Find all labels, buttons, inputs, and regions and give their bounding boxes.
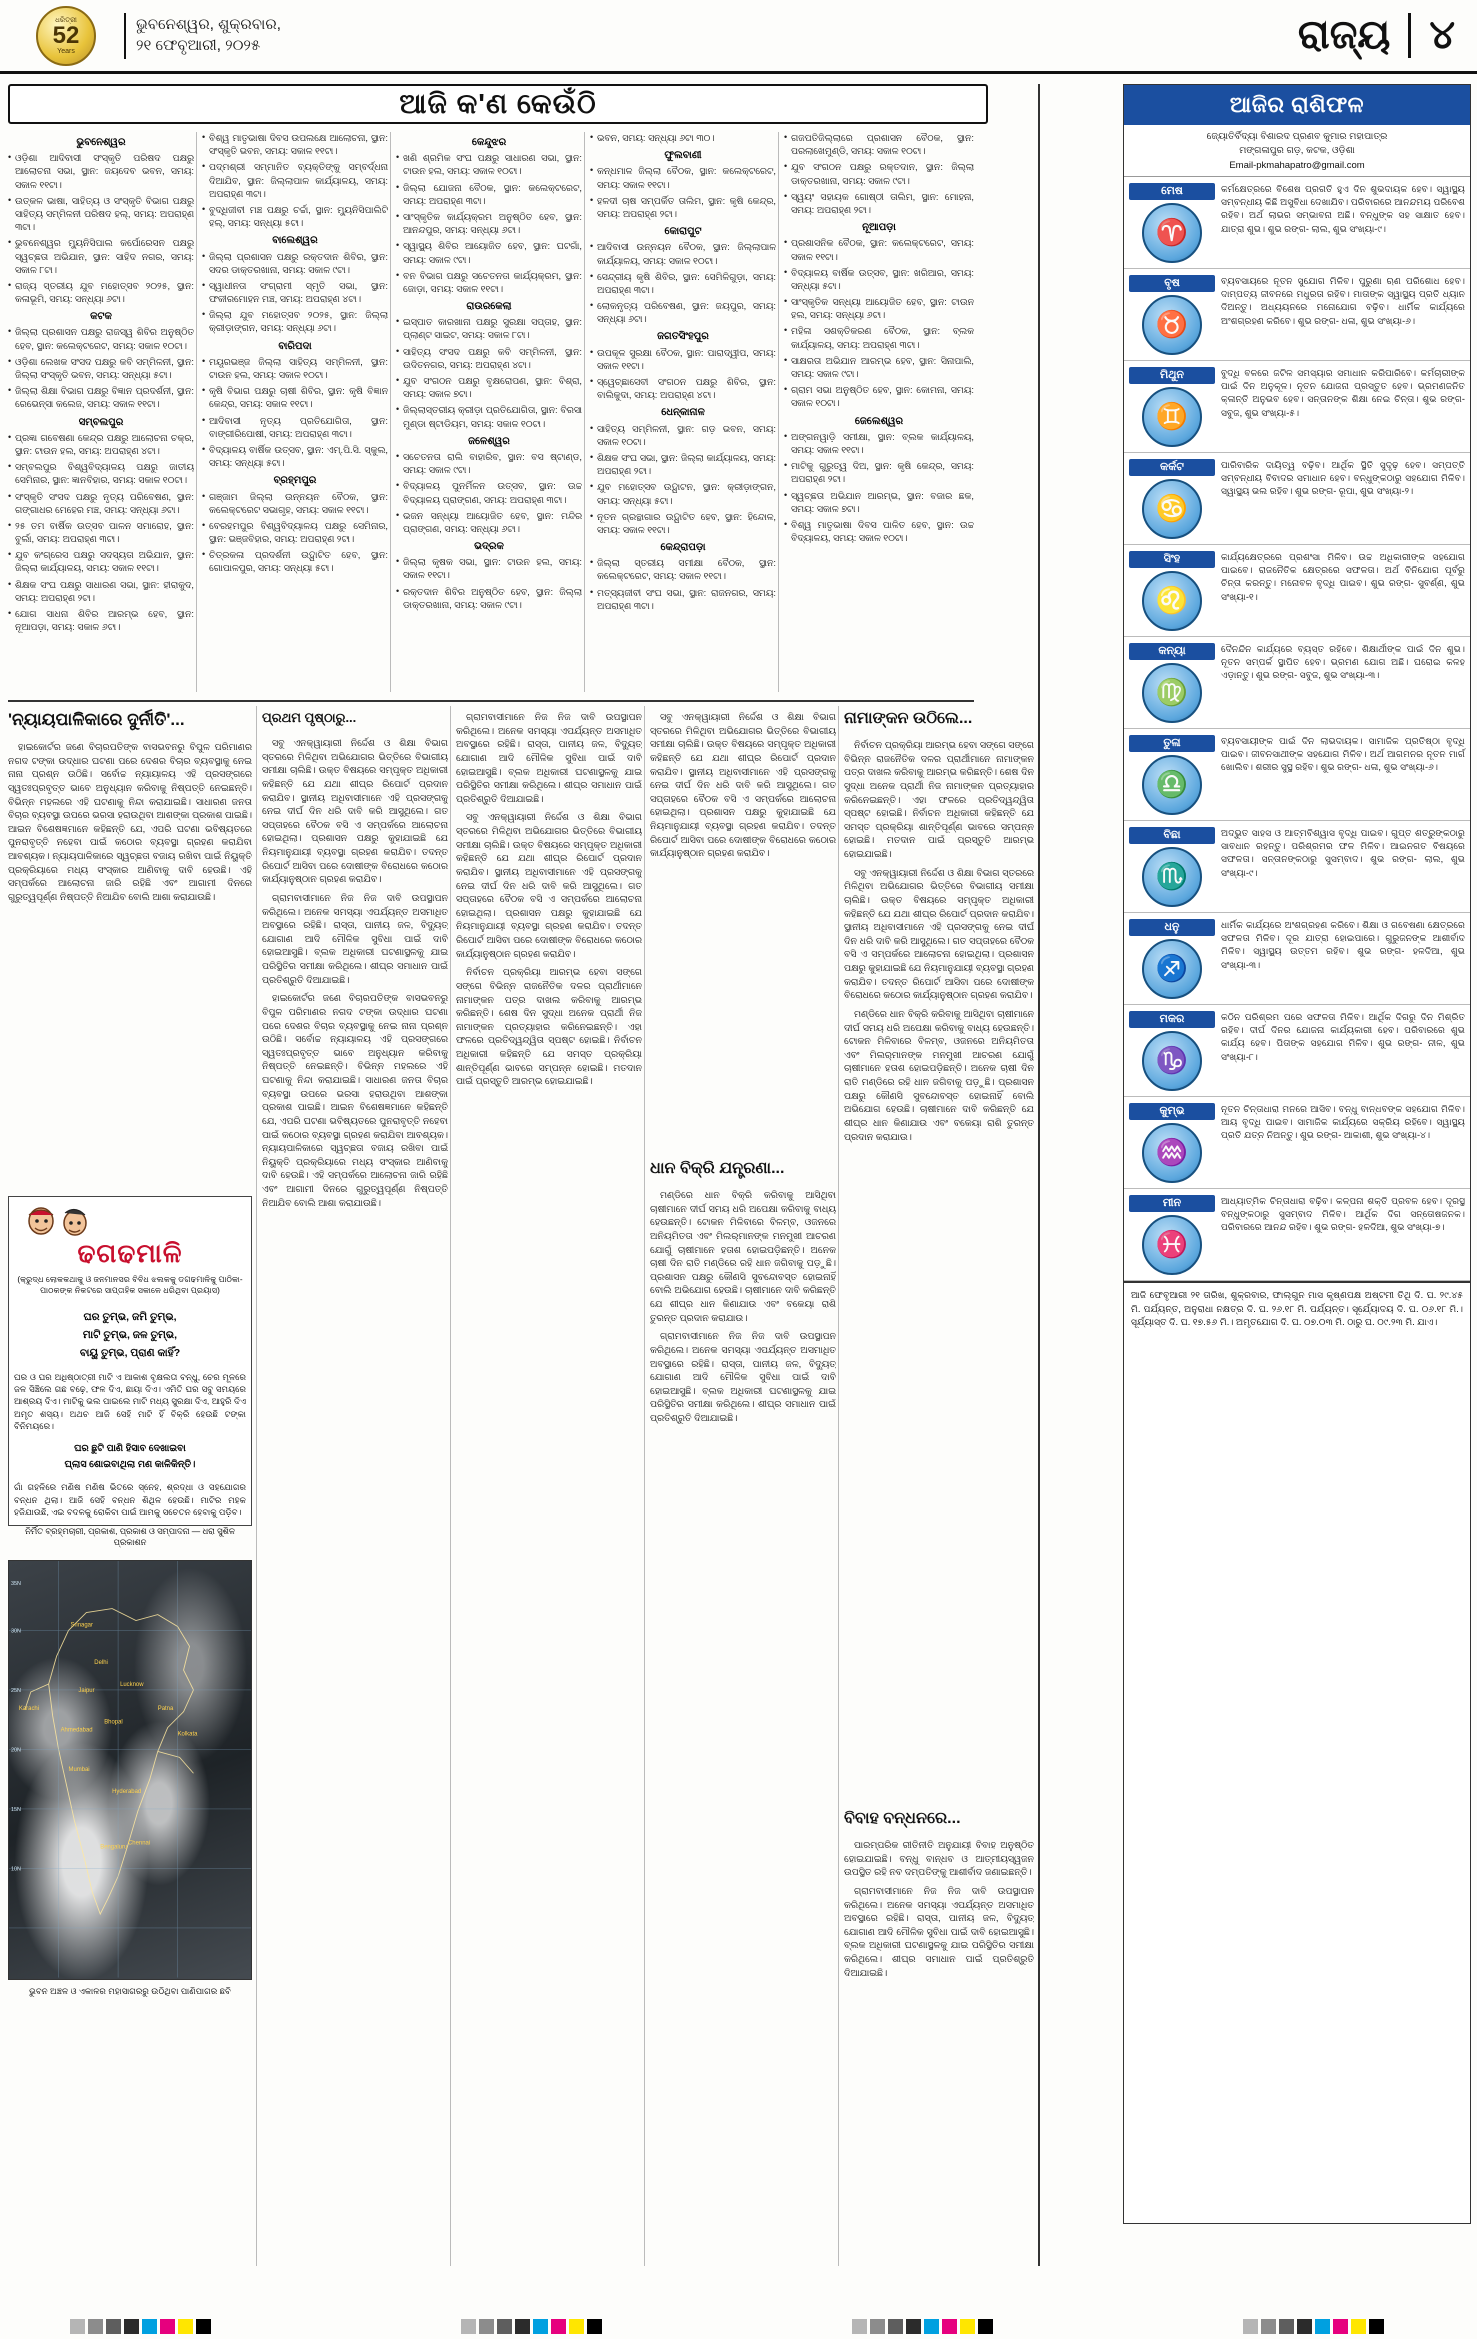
horoscope-sign-header [1129, 1103, 1215, 1183]
events-column-4 [590, 132, 776, 692]
horoscope-sign-name: ବୃଷ [1129, 275, 1215, 292]
satellite-image-caption: ଭୁବନ ଅଞ୍ଚଳ ଓ ଏକାଳର ମହାସାଗରରୁ ଉଠିଥିବା ପାଣିପାଗର ଛବି [29, 1986, 231, 1996]
events-category-heading: ଭୁବନେଶ୍ୱର [76, 137, 126, 148]
horoscope-sign-text: ଅଦ୍ଭୁତ ସାହସ ଓ ଆତ୍ମବିଶ୍ୱାସ ବୃଦ୍ଧି ପାଇବ। ଗୁପ୍ତ ଶତ୍ରୁଙ୍କଠାରୁ ସାବଧାନ ରହନ୍ତୁ। ପରିଶ୍ରମର ଫଳ ମିଳିବ। ଆଇନଗତ ବିଷୟରେ ସଫଳତା। ସନ୍ତାନଙ୍କଠାରୁ ସୁସମ୍ବାଦ। ଶୁଭ ରଙ୍ଗ- ଲାଲ, ଶୁଭ ସଂଖ୍ୟା-୯। [1221, 827, 1465, 878]
event-listing-item: • ବିଦ୍ୟାଳୟ ବାର୍ଷିକ ଉତ୍ସବ, ସ୍ଥାନ: ଏମ୍.ପି.ସି. ସ୍କୁଲ, ସମୟ: ସନ୍ଧ୍ୟା ୫ଟା। [202, 444, 388, 470]
svg-text:35N: 35N [10, 1580, 21, 1587]
registration-swatch [479, 2319, 494, 2334]
event-listing-item: • ମୟୂରଭଞ୍ଜ ଜିଲ୍ଲା ସାହିତ୍ୟ ସମ୍ମିଳନୀ, ସ୍ଥାନ: ଟାଉନ ହଲ, ସମୟ: ସକାଳ ୧୦ଟା। [202, 356, 388, 382]
svg-text:Ahmedabad: Ahmedabad [60, 1727, 93, 1734]
horoscope-sign-text: ଧାର୍ମିକ କାର୍ଯ୍ୟରେ ଅଂଶଗ୍ରହଣ କରିବେ। ଶିକ୍ଷା ଓ ଗବେଷଣା କ୍ଷେତ୍ରରେ ସଫଳତା ମିଳିବ। ଦୂର ଯାତ୍ରା ହୋଇପାରେ। ଗୁରୁଜନଙ୍କ ଆଶୀର୍ବାଦ ମିଳିବ। ସ୍ୱାସ୍ଥ୍ୟ ଉତ୍ତମ ରହିବ। ଶୁଭ ରଙ୍ଗ- ହଳଦିଆ, ଶୁଭ ସଂଖ୍ୟା-୩। [1221, 919, 1465, 970]
svg-text:15N: 15N [10, 1806, 21, 1813]
horoscope-sign-name: କର୍କଟ [1129, 459, 1215, 476]
horoscope-sign-row [1124, 361, 1470, 453]
column-divider [256, 706, 257, 2266]
event-listing-item: • କନ୍ଧମାଳ ଜିଲ୍ଲା ବୈଠକ, ସ୍ଥାନ: କଲେକ୍ଟରେଟ, ସମୟ: ସକାଳ ୧୧ଟା। [590, 165, 776, 191]
registration-swatch [978, 2319, 993, 2334]
story-continuation-2 [456, 710, 642, 1940]
event-listing-item: • ସାକ୍ଷରତା ଅଭିଯାନ ଆରମ୍ଭ ହେବ, ସ୍ଥାନ: ସିନାପାଲି, ସମୟ: ସକାଳ ୯ଟା। [784, 355, 974, 381]
horoscope-sign-header [1129, 551, 1215, 631]
event-listing-item: • ସ୍ୱାସ୍ଥ୍ୟ ଶିବିର ଆୟୋଜିତ ହେବ, ସ୍ଥାନ: ଘଟଗାଁ, ସମୟ: ସକାଳ ୯ଟା। [396, 240, 582, 266]
events-category-heading: କେନ୍ଦ୍ରାପଡ଼ା [660, 542, 706, 554]
event-listing-item: • ନୂତନ ଗ୍ରନ୍ଥାଗାର ଉଦ୍ଘାଟିତ ହେବ, ସ୍ଥାନ: ହିନ୍ଦୋଳ, ସମୟ: ସକାଳ ୧୧ଟା। [590, 511, 776, 537]
registration-swatch [515, 2319, 530, 2334]
horoscope-sign-name: ତୁଳା [1129, 735, 1215, 752]
cartoon-body-2: ଗାଁ ଗହଳିରେ ମଣିଷ ମଣିଷ ଭିତରେ ସ୍ନେହ, ଶ୍ରଦ୍ଧା ଓ ସହଯୋଗର ବନ୍ଧନ ଥିଲା। ଆଜି ସେହି ବନ୍ଧନ ଶିଥିଳ ହେଉଛି। ମାଟିର ମହକ ହଜିଯାଉଛି, ଏଇ ବଦଳକୁ ରୋକିବା ପାଇଁ ଆମକୁ ସଚେତନ ହେବାକୁ ପଡ଼ିବ। [14, 1482, 246, 1517]
cartoon-verse-2-line-2: ଘ୍ଲାସ ଶୋଇବାଥିଲା ମଣ କାଳିକିନ୍ତି। [64, 1458, 196, 1470]
logo-top-text: ଧରିତ୍ରୀ [55, 16, 77, 24]
logo-years-number: 52 [52, 21, 80, 49]
svg-text:30N: 30N [10, 1628, 21, 1635]
event-listing-item: • ମାଟିକୁ ଗୁରୁତ୍ୱ ଦିଅ, ସ୍ଥାନ: କୃଷି କେନ୍ଦ୍ର, ସମୟ: ଅପରାହ୍ଣ ୨ଟା। [784, 460, 974, 486]
horoscope-sign-text: ବ୍ୟବସାୟରେ ନୂତନ ସୁଯୋଗ ମିଳିବ। ପୁରୁଣା ଋଣ ପରିଶୋଧ ହେବ। ଦାମ୍ପତ୍ୟ ଜୀବନରେ ମଧୁରତା ରହିବ। ମାତାଙ୍କ ସ୍ୱାସ୍ଥ୍ୟ ପ୍ରତି ଧ୍ୟାନ ଦିଅନ୍ତୁ। ଅଧ୍ୟୟନରେ ମନୋଯୋଗ ବଢ଼ିବ। ଧାର୍ମିକ କାର୍ଯ୍ୟରେ ଅଂଶଗ୍ରହଣ କରିବେ। ଶୁଭ ରଙ୍ଗ- ଧଳା, ଶୁଭ ସଂଖ୍ୟା-୬। [1221, 275, 1465, 326]
horoscope-panchang-footer: ଆଜି ଫେବୃଆରୀ ୨୧ ତାରିଖ, ଶୁକ୍ରବାର, ଫାଲ୍‌ଗୁନ ମାସ କୃଷ୍ଣପକ୍ଷ ଅଷ୍ଟମୀ ତିଥି ଦି. ଘ. ୨୯.୪୫ ମି. ପର୍ଯ୍ୟନ୍ତ, ଅନୁରାଧା ନକ୍ଷତ୍ର ଦି. ଘ. ୨୬.୧୮ ମି. ପର୍ଯ୍ୟନ୍ତ। ସୂର୍ଯ୍ୟୋଦୟ ଦି. ଘ. ୦୬.୧୮ ମି.। ସୂର୍ଯ୍ୟାସ୍ତ ଦି. ଘ. ୧୭.୫୬ ମି.। ଅମୃତଯୋଗ ଦି. ଘ. ୦୭.୦୩ ମି. ଠାରୁ ଘ. ୦୯.୨୩ ମି. ଯାଏ। [1124, 1281, 1470, 1336]
horoscope-sign-row [1124, 1189, 1470, 1281]
column-divider [450, 706, 451, 2266]
horoscope-sign-name: ମକର [1129, 1011, 1215, 1028]
registration-swatch [178, 2319, 193, 2334]
masthead [0, 0, 1477, 74]
event-listing-item: • ବିଶ୍ୱ ମାତୃଭାଷା ଦିବସ ଉପଲକ୍ଷେ ଆଲୋଚନା, ସ୍ଥାନ: ସଂସ୍କୃତି ଭବନ, ସମୟ: ସକାଳ ୧୧ଟା। [202, 132, 388, 158]
story-continuation-2-body: ଗ୍ରାମବାସୀମାନେ ନିଜ ନିଜ ଦାବି ଉପସ୍ଥାପନ କରିଥିଲେ। ଅନେକ ସମସ୍ୟା ଏପର୍ଯ୍ୟନ୍ତ ଅସମାଧିତ ଅବସ୍ଥାରେ ରହିଛି। ରାସ୍ତା, ପାନୀୟ ଜଳ, ବିଦ୍ୟୁତ୍ ଯୋଗାଣ ଆଦି ମୌଳିକ ସୁବିଧା ପାଇଁ ଦାବି ହୋଇଆସୁଛି। ବ୍ଲକ ଅଧିକାରୀ ଘଟଣାସ୍ଥଳକୁ ଯାଇ ପରିସ୍ଥିତିର ସମୀକ୍ଷା କରିଥିଲେ। ଶୀଘ୍ର ସମାଧାନ ପାଇଁ ପ୍ରତିଶ୍ରୁତି ଦିଆଯାଇଛି। [456, 711, 642, 804]
story-continuation-2-body-2: ସବୁ ଏନକ୍ୱାୟାରୀ ନିର୍ଦ୍ଦେଶ ଓ ଶିକ୍ଷା ବିଭାଗ ସ୍ତରରେ ମିଳିଥିବା ଅଭିଯୋଗର ଭିତ୍ତିରେ ବିଭାଗୀୟ ସମୀକ୍ଷା ଚାଲିଛି। ଉକ୍ତ ବିଷୟରେ ସମ୍ପୃକ୍ତ ଅଧିକାରୀ କହିଛନ୍ତି ଯେ ଯଥା ଶୀଘ୍ର ରିପୋର୍ଟ ପ୍ରଦାନ କରାଯିବ। ସ୍ଥାନୀୟ ଅଧିବାସୀମାନେ ଏହି ପ୍ରସଙ୍ଗକୁ ନେଇ ଦୀର୍ଘ ଦିନ ଧରି ଦାବି କରି ଆସୁଥିଲେ। ଗତ ସପ୍ତାହରେ ବୈଠକ ବସି ଏ ସମ୍ପର୍କରେ ଆଲୋଚନା ହୋଇଥିଲା। ପ୍ରଶାସନ ପକ୍ଷରୁ କୁହାଯାଇଛି ଯେ ନିୟମାନୁଯାୟୀ ବ୍ୟବସ୍ଥା ଗ୍ରହଣ କରାଯିବ। ତଦନ୍ତ ରିପୋର୍ଟ ଆସିବା ପରେ ଦୋଷୀଙ୍କ ବିରୋଧରେ କଠୋର କାର୍ଯ୍ୟାନୁଷ୍ଠାନ ଗ୍ରହଣ କରାଯିବ। [456, 811, 642, 959]
event-listing-item: • ଜିଲ୍ଲା ଶିକ୍ଷା ବିଭାଗ ପକ୍ଷରୁ ବିଜ୍ଞାନ ପ୍ରଦର୍ଶନୀ, ସ୍ଥାନ: ରେଭେନ୍ସା କଲେଜ, ସମୟ: ସକାଳ ୧୧ଟା। [8, 385, 194, 411]
cartoon-verse-2 [14, 1441, 246, 1473]
event-listing-item: • ଲୋକନୃତ୍ୟ ପରିବେଷଣ, ସ୍ଥାନ: ଜୟପୁର, ସମୟ: ସନ୍ଧ୍ୟା ୬ଟା। [590, 300, 776, 326]
registration-swatch [942, 2319, 957, 2334]
registration-swatch [196, 2319, 211, 2334]
cartoon-verse-line-2: ମାଟି ତୁମ୍ଭ, ଜଳ ତୁମ୍ଭ, [82, 1328, 178, 1341]
horoscope-sign-name: କନ୍ୟା [1129, 643, 1215, 660]
event-listing-item: • ସାଂସ୍କୃତିକ ସନ୍ଧ୍ୟା ଆୟୋଜିତ ହେବ, ସ୍ଥାନ: ଟାଉନ ହଲ, ସମୟ: ସନ୍ଧ୍ୟା ୬ଟା। [784, 296, 974, 322]
story-marriage [844, 1838, 1034, 2268]
story-continuation-1-body-3: ହାଇକୋର୍ଟର ଜଣେ ବିଚାରପତିଙ୍କ ବାସଭବନରୁ ବିପୁଳ ପରିମାଣର ନଗଦ ଟଙ୍କା ଉଦ୍ଧାର ଘଟଣା ପରେ ଦେଶର ବିଚାର ବ୍ୟବସ୍ଥାକୁ ନେଇ ନାନା ପ୍ରଶ୍ନ ଉଠିଛି। ସର୍ବୋଚ୍ଚ ନ୍ୟାୟାଳୟ ଏହି ପ୍ରସଙ୍ଗରେ ସ୍ୱତଃପ୍ରବୃତ୍ତ ଭାବେ ଅନୁଧ୍ୟାନ କରିବାକୁ ନିଷ୍ପତ୍ତି ନେଇଛନ୍ତି। ବିଭିନ୍ନ ମହଲରେ ଏହି ଘଟଣାକୁ ନିନ୍ଦା କରାଯାଇଛି। ସାଧାରଣ ଜନତା ବିଚାର ବ୍ୟବସ୍ଥା ଉପରେ ଭରସା ହରାଉଥିବା ଆଶଙ୍କା ପ୍ରକାଶ ପାଇଛି। ଆଇନ ବିଶେଷଜ୍ଞମାନେ କହିଛନ୍ତି ଯେ, ଏପରି ଘଟଣା ଭବିଷ୍ୟତରେ ପୁନରାବୃତ୍ତି ନହେବା ପାଇଁ କଠୋର ବ୍ୟବସ୍ଥା ଗ୍ରହଣ କରାଯିବା ଆବଶ୍ୟକ। ନ୍ୟାୟପାଳିକାରେ ସ୍ୱଚ୍ଛତା ବଜାୟ ରଖିବା ପାଇଁ ନିୟୁକ୍ତି ପ୍ରକ୍ରିୟାରେ ମଧ୍ୟ ସଂସ୍କାର ଆଣିବାକୁ ଦାବି ହେଉଛି। ଏହି ସମ୍ପର୍କରେ ଆଲୋଚନା ଜାରି ରହିଛି ଏବଂ ଆଗାମୀ ଦିନରେ ଗୁରୁତ୍ୱପୂର୍ଣ୍ଣ ନିଷ୍ପତ୍ତି ନିଆଯିବ ବୋଲି ଆଶା କରାଯାଉଛି। [262, 992, 448, 1208]
event-listing-item: • ଶିକ୍ଷକ ସଂଘ ପକ୍ଷରୁ ସାଧାରଣ ସଭା, ସ୍ଥାନ: ହୀରାକୁଦ, ସମୟ: ଅପରାହ୍ଣ ୨ଟା। [8, 579, 194, 605]
event-listing-item: • ଅଙ୍ଗନୱାଡ଼ି ସମୀକ୍ଷା, ସ୍ଥାନ: ବ୍ଲକ କାର୍ଯ୍ୟାଳୟ, ସମୟ: ସକାଳ ୧୧ଟା। [784, 431, 974, 457]
india-map-overlay [9, 1561, 251, 1978]
events-column-1 [8, 132, 194, 692]
story-marriage-body: ପାରମ୍ପରିକ ରୀତିନୀତି ଅନୁଯାୟୀ ବିବାହ ଅନୁଷ୍ଠିତ ହୋଇଯାଇଛି। ବନ୍ଧୁ ବାନ୍ଧବ ଓ ଆତ୍ମୀୟସ୍ୱଜନ ଉପସ୍ଥିତ ରହି ନବ ଦମ୍ପତିଙ୍କୁ ଆଶୀର୍ବାଦ ଜଣାଇଛନ୍ତି। [844, 1839, 1034, 1878]
svg-text:Kolkata: Kolkata [177, 1731, 198, 1738]
event-listing-item: • ସମ୍ବଲପୁର ବିଶ୍ୱବିଦ୍ୟାଳୟ ପକ୍ଷରୁ ଜାତୀୟ ସେମିନାର, ସ୍ଥାନ: ଜ୍ଞାନବିହାର, ସମୟ: ସକାଳ ୧୦ଟା। [8, 461, 194, 487]
event-listing-item: • ଯୁବ ସଂଗଠନ ପକ୍ଷରୁ ବୃକ୍ଷରୋପଣ, ସ୍ଥାନ: ବିଶ୍ରା, ସମୟ: ସକାଳ ୭ଟା। [396, 375, 582, 401]
events-category-heading: କଟକ [90, 311, 112, 323]
cartoon-body: ଘର ଓ ଘର ଅଧିଷ୍ଠାତ୍ରୀ ମାଟି ଏ ଆକାଶ ବୃକ୍ଷଲତା ବନ୍ଧୁ, ଚେର ମୂଳରେ ଜଳ ସିଞ୍ଚିଲେ ଗଛ ବଢ଼େ, ଫଳ ଦିଏ, ଛାୟା ଦିଏ। ଏମିତି ଘର ସବୁ ସମୟରେ ଆଶ୍ରୟ ଦିଏ। ମାଟିକୁ ଭଲ ପାଇଲେ ମାଟି ମଧ୍ୟ ସୁରକ୍ଷା ଦିଏ, ଆହୁରି ଦିଏ ଅମୃତ ଶସ୍ୟ। ଅଥଚ ଆଜି ସେହି ମାଟି ହିଁ ବିକ୍ରି ହେଉଛି ଟଙ୍କା ବିନିମୟରେ। [14, 1371, 246, 1432]
story-continuation-2-body-3: ନିର୍ବାଚନ ପ୍ରକ୍ରିୟା ଆରମ୍ଭ ହେବା ସଙ୍ଗେ ସଙ୍ଗେ ବିଭିନ୍ନ ରାଜନୈତିକ ଦଳର ପ୍ରାର୍ଥୀମାନେ ନାମାଙ୍କନ ପତ୍ର ଦାଖଲ କରିବାକୁ ଆରମ୍ଭ କରିଛନ୍ତି। ଶେଷ ଦିନ ସୁଦ୍ଧା ଅନେକ ପ୍ରାର୍ଥୀ ନିଜ ନାମାଙ୍କନ ପ୍ରତ୍ୟାହାର କରିନେଇଛନ୍ତି। ଏହା ଫଳରେ ପ୍ରତିଦ୍ୱନ୍ଦ୍ୱିତା ସ୍ପଷ୍ଟ ହୋଇଛି। ନିର୍ବାଚନ ଅଧିକାରୀ କହିଛନ୍ତି ଯେ ସମସ୍ତ ପ୍ରକ୍ରିୟା ଶାନ୍ତିପୂର୍ଣ୍ଣ ଭାବରେ ସମ୍ପନ୍ନ ହୋଇଛି। ମତଦାନ ପାଇଁ ପ୍ରସ୍ତୁତି ଆରମ୍ଭ ହୋଇଯାଇଛି। [456, 966, 642, 1087]
registration-swatch [924, 2319, 939, 2334]
event-listing-item: • ମହିଳା ସଶକ୍ତିକରଣ ବୈଠକ, ସ୍ଥାନ: ବ୍ଲକ କାର୍ଯ୍ୟାଳୟ, ସମୟ: ଅପରାହ୍ଣ ୩ଟା। [784, 325, 974, 351]
horoscope-sign-row [1124, 821, 1470, 913]
zodiac-11-icon: ♒ [1142, 1123, 1202, 1183]
horoscope-sign-row [1124, 269, 1470, 361]
registration-swatch [1261, 2319, 1276, 2334]
event-listing-item: • ଯୁବ କଂଗ୍ରେସ ପକ୍ଷରୁ ସଦସ୍ୟତା ଅଭିଯାନ, ସ୍ଥାନ: ଜିଲ୍ଲା କାର୍ଯ୍ୟାଳୟ, ସମୟ: ସକାଳ ୧୧ଟା। [8, 549, 194, 575]
cartoon-signature: ନିର୍ମିତ ବ୍ରହ୍ମଚାରୀ, ପ୍ରକାଶ, ପ୍ରକାଶ ଓ ସମ୍ପାଦନା — ଧରା ସୁଶିଳ ପ୍ରକାଶନ [25, 1526, 235, 1548]
print-registration-bars [0, 2313, 1477, 2339]
headline-judiciary: 'ନ୍ୟାୟପାଳିକାରେ ଦୁର୍ନୀତି'... [8, 710, 185, 729]
horoscope-author: ଜ୍ୟୋତିର୍ବିଦ୍ୟା ବିଶାରଦ ପ୍ରଣବ କୁମାର ମହାପାତ୍ର [1206, 131, 1388, 142]
event-listing-item: • ଆଦିବାସୀ ନୃତ୍ୟ ପ୍ରତିଯୋଗିତା, ସ୍ଥାନ: ବାଙ୍ଗୀରିପୋଷୀ, ସମୟ: ଅପରାହ୍ଣ ୩ଟା। [202, 415, 388, 441]
event-listing-item: • ସାହିତ୍ୟ ସଂସଦ ପକ୍ଷରୁ କବି ସମ୍ମିଳନୀ, ସ୍ଥାନ: ଉଦିତନଗର, ସମୟ: ଅପରାହ୍ଣ ୪ଟା। [396, 346, 582, 372]
event-listing-item: • ସଂସ୍କୃତି ସଂସଦ ପକ୍ଷରୁ ନୃତ୍ୟ ପରିବେଷଣ, ସ୍ଥାନ: ଗଙ୍ଗାଧର ମେହେର ମଞ୍ଚ, ସମୟ: ସନ୍ଧ୍ୟା ୬ଟା। [8, 491, 194, 517]
svg-text:Bhopal: Bhopal [104, 1719, 123, 1726]
zodiac-9-icon: ♐ [1142, 939, 1202, 999]
registration-swatch [1333, 2319, 1348, 2334]
dateline-date: ୨୧ ଫେବୃଆରୀ, ୨୦୨୫ [136, 36, 261, 54]
horoscope-byline [1124, 125, 1470, 177]
zodiac-6-icon: ♍ [1142, 663, 1202, 723]
registration-swatch [142, 2319, 157, 2334]
registration-swatch [70, 2319, 85, 2334]
zodiac-1-icon: ♈ [1142, 203, 1202, 263]
event-listing-item: • ବିଦ୍ୟାଳୟ ବାର୍ଷିକ ଉତ୍ସବ, ସ୍ଥାନ: ଖରିଆର, ସମୟ: ସନ୍ଧ୍ୟା ୫ଟା। [784, 267, 974, 293]
horoscope-sign-name: ଧନୁ [1129, 919, 1215, 936]
event-listing-item: • କୃଷି ବିଭାଗ ପକ୍ଷରୁ ଚାଷୀ ଶିବିର, ସ୍ଥାନ: କୃଷି ବିଜ୍ଞାନ କେନ୍ଦ୍ର, ସମୟ: ସକାଳ ୧୧ଟା। [202, 385, 388, 411]
event-listing-item: • ସ୍ୱୟଂ ସହାୟକ ଗୋଷ୍ଠୀ ତାଲିମ, ସ୍ଥାନ: ମୋହନା, ସମୟ: ଅପରାହ୍ଣ ୨ଟା। [784, 191, 974, 217]
registration-swatch [587, 2319, 602, 2334]
horoscope-sign-text: ବୁଦ୍ଧି ବଳରେ ଜଟିଳ ସମସ୍ୟାର ସମାଧାନ କରିପାରିବେ। କର୍ମଚାରୀଙ୍କ ପାଇଁ ଦିନ ଅନୁକୂଳ। ନୂତନ ଯୋଜନା ପ୍ରସ୍ତୁତ ହେବ। ଭ୍ରମଣଜନିତ କ୍ଳାନ୍ତି ଅନୁଭବ ହେବ। ସନ୍ତାନଙ୍କ ଶିକ୍ଷା ନେଇ ଚିନ୍ତା। ଶୁଭ ରଙ୍ଗ- ସବୁଜ, ଶୁଭ ସଂଖ୍ୟା-୫। [1221, 367, 1465, 418]
column-divider [584, 132, 585, 692]
event-listing-item: • ଆଦିବାସୀ ଉନ୍ନୟନ ବୈଠକ, ସ୍ଥାନ: ଜିଲ୍ଲାପାଳ କାର୍ଯ୍ୟାଳୟ, ସମୟ: ସକାଳ ୧୦ଟା। [590, 241, 776, 267]
story-continuation-3 [650, 710, 836, 1150]
registration-swatch [1351, 2319, 1366, 2334]
cartoon-verse [14, 1309, 246, 1363]
zodiac-12-icon: ♓ [1142, 1215, 1202, 1275]
horoscope-address: ମଙ୍ଗଳାପୁର ଗଡ଼, କଟକ, ଓଡ଼ିଶା [1239, 145, 1355, 157]
horoscope-sign-row [1124, 177, 1470, 269]
events-category-heading: ବ୍ରହ୍ମପୁର [273, 475, 317, 487]
event-listing-item: • ପଦ୍ମଶ୍ରୀ ସମ୍ମାନିତ ବ୍ୟକ୍ତିଙ୍କୁ ସମ୍ବର୍ଦ୍ଧନା ଦିଆଯିବ, ସ୍ଥାନ: ଜିଲ୍ଲାପାଳ କାର୍ଯ୍ୟାଳୟ, ସମୟ: ଅପରାହ୍ଣ ୩ଟା। [202, 161, 388, 201]
horoscope-sign-header [1129, 735, 1215, 815]
event-listing-item: • ଇସ୍ପାତ କାରଖାନା ପକ୍ଷରୁ ସୁରକ୍ଷା ସପ୍ତାହ, ସ୍ଥାନ: ପ୍ଲାଣ୍ଟ ସାଇଟ, ସମୟ: ସକାଳ ୮ଟା। [396, 316, 582, 342]
horoscope-sign-name: ବିଛା [1129, 827, 1215, 844]
event-listing-item: • ଜିଲ୍ଲା ଯୁବ ମହୋତ୍ସବ ୨୦୨୫, ସ୍ଥାନ: ଜିଲ୍ଲା କ୍ରୀଡ଼ାଙ୍ଗନ, ସମୟ: ସନ୍ଧ୍ୟା ୬ଟା। [202, 309, 388, 335]
zodiac-8-icon: ♏ [1142, 847, 1202, 907]
event-listing-item: • ଉତ୍କଳ ଭାଷା, ସାହିତ୍ୟ ଓ ସଂସ୍କୃତି ବିଭାଗ ପକ୍ଷରୁ ସାହିତ୍ୟ ସମ୍ମିଳନୀ ପରିଷଦ ହଲ୍, ସମୟ: ଅପରାହ୍ଣ ୩ଟା। [8, 195, 194, 235]
svg-text:25N: 25N [10, 1687, 21, 1694]
svg-text:Delhi: Delhi [94, 1660, 108, 1667]
horoscope-sign-list [1124, 177, 1470, 1281]
cartoon-verse-2-line-1: ଘର ଛୁଟି ପାଣି ହିସାବ ଦେଖାଇବା [74, 1442, 186, 1454]
horoscope-sign-row [1124, 913, 1470, 1005]
cartoon-verse-line-3: ବାୟୁ ତୁମ୍ଭ, ପ୍ରାଣ କାହିଁ? [79, 1346, 181, 1359]
event-listing-item: • ବିଦ୍ୟାଳୟ ପୁନର୍ମିଳନ ଉତ୍ସବ, ସ୍ଥାନ: ଉଚ୍ଚ ବିଦ୍ୟାଳୟ ପ୍ରାଙ୍ଗଣ, ସମୟ: ଅପରାହ୍ଣ ୩ଟା। [396, 480, 582, 506]
event-listing-item: • ସ୍ୱାଧୀନତା ସଂଗ୍ରାମୀ ସ୍ମୃତି ସଭା, ସ୍ଥାନ: ଫକୀରମୋହନ ମଞ୍ଚ, ସମୟ: ଅପରାହ୍ଣ ୪ଟା। [202, 280, 388, 306]
events-category-heading: ନୂଆପଡ଼ା [862, 222, 896, 234]
story-nomination [844, 738, 1034, 1798]
event-listing-item: • ମତ୍ସ୍ୟଜୀବୀ ସଂଘ ସଭା, ସ୍ଥାନ: ରାଜନଗର, ସମୟ: ଅପରାହ୍ଣ ୩ଟା। [590, 587, 776, 613]
svg-text:10N: 10N [10, 1866, 21, 1873]
column-divider [196, 132, 197, 692]
horoscope-sign-name: କୁମ୍ଭ [1129, 1103, 1215, 1120]
event-listing-item: • ବିଶ୍ୱ ମାତୃଭାଷା ଦିବସ ପାଳିତ ହେବ, ସ୍ଥାନ: ଉଚ୍ଚ ବିଦ୍ୟାଳୟ, ସମୟ: ସକାଳ ୧୦ଟା। [784, 519, 974, 545]
horoscope-sign-text: ଆଧ୍ୟାତ୍ମିକ ଚିନ୍ତାଧାରା ବଢ଼ିବ। କଳ୍ପନା ଶକ୍ତି ପ୍ରବଳ ହେବ। ଦୂରସ୍ଥ ବନ୍ଧୁଙ୍କଠାରୁ ସୁସମ୍ବାଦ ମିଳିବ। ଆର୍ଥିକ ଦିଗ ସନ୍ତୋଷଜନକ। ପରିବାରରେ ଆନନ୍ଦ ରହିବ। ଶୁଭ ରଙ୍ଗ- ହଳଦିଆ, ଶୁଭ ସଂଖ୍ୟା-୭। [1221, 1195, 1465, 1233]
event-listing-item: • ସ୍ୱେଚ୍ଛାସେବୀ ସଂଗଠନ ପକ୍ଷରୁ ଶିବିର, ସ୍ଥାନ: ବାଲିକୁଦା, ସମୟ: ଅପରାହ୍ଣ ୪ଟା। [590, 376, 776, 402]
horoscope-sign-name: ମୀନ [1129, 1195, 1215, 1212]
svg-text:Patna: Patna [157, 1705, 174, 1712]
cartoon-verse-line-1: ଘର ତୁମ୍ଭ, ଜମି ତୁମ୍ଭ, [83, 1310, 177, 1323]
cartoon-note: (କ୍ରୁଦ୍ଧ ଲୋକକଥାକୁ ଓ ଜନମାନସର ବିବିଧ ଝଲକକୁ ଡଗଢମାଳିକୁ ପାଠିକା-ପାଠକଙ୍କ ନିକଟରେ ସାପ୍ତାହିକ ସକାଳେ ଧରିଥିବା ପ୍ରୟାସ) [17, 1275, 243, 1296]
zodiac-2-icon: ♉ [1142, 295, 1202, 355]
event-listing-item: • ରାଜ୍ୟ ସ୍ତରୀୟ ଯୁବ ମହୋତ୍ସବ ୨୦୨୫, ସ୍ଥାନ: କଳାଭୂମି, ସମୟ: ସନ୍ଧ୍ୟା ୬ଟା। [8, 280, 194, 306]
events-column-2 [202, 132, 388, 692]
event-listing-item: • ପ୍ରଶାସନିକ ବୈଠକ, ସ୍ଥାନ: କଲେକ୍ଟରେଟ, ସମୟ: ସକାଳ ୧୧ଟା। [784, 237, 974, 263]
logo-years-label: Years [57, 47, 75, 55]
horoscope-sign-header [1129, 1195, 1215, 1275]
anniversary-badge [36, 6, 96, 66]
horoscope-sign-header [1129, 1011, 1215, 1091]
svg-text:Lucknow: Lucknow [120, 1681, 144, 1688]
story-judiciary [8, 740, 252, 1180]
svg-text:Bengaluru: Bengaluru [100, 1844, 128, 1851]
satellite-weather-image [8, 1560, 252, 1980]
horoscope-sign-name: ସିଂହ [1129, 551, 1215, 568]
headline-paddy: ଧାନ ବିକ୍ରି ଯନ୍ତ୍ରଣା... [650, 1160, 785, 1177]
svg-text:Hyderabad: Hyderabad [112, 1789, 142, 1796]
story-continuation-3-body: ସବୁ ଏନକ୍ୱାୟାରୀ ନିର୍ଦ୍ଦେଶ ଓ ଶିକ୍ଷା ବିଭାଗ ସ୍ତରରେ ମିଳିଥିବା ଅଭିଯୋଗର ଭିତ୍ତିରେ ବିଭାଗୀୟ ସମୀକ୍ଷା ଚାଲିଛି। ଉକ୍ତ ବିଷୟରେ ସମ୍ପୃକ୍ତ ଅଧିକାରୀ କହିଛନ୍ତି ଯେ ଯଥା ଶୀଘ୍ର ରିପୋର୍ଟ ପ୍ରଦାନ କରାଯିବ। ସ୍ଥାନୀୟ ଅଧିବାସୀମାନେ ଏହି ପ୍ରସଙ୍ଗକୁ ନେଇ ଦୀର୍ଘ ଦିନ ଧରି ଦାବି କରି ଆସୁଥିଲେ। ଗତ ସପ୍ତାହରେ ବୈଠକ ବସି ଏ ସମ୍ପର୍କରେ ଆଲୋଚନା ହୋଇଥିଲା। ପ୍ରଶାସନ ପକ୍ଷରୁ କୁହାଯାଇଛି ଯେ ନିୟମାନୁଯାୟୀ ବ୍ୟବସ୍ଥା ଗ୍ରହଣ କରାଯିବ। ତଦନ୍ତ ରିପୋର୍ଟ ଆସିବା ପରେ ଦୋଷୀଙ୍କ ବିରୋଧରେ କଠୋର କାର୍ଯ୍ୟାନୁଷ୍ଠାନ ଗ୍ରହଣ କରାଯିବ। [650, 711, 836, 859]
event-listing-item: • ଜିଲ୍ଲା କୃଷକ ସଭା, ସ୍ଥାନ: ଟାଉନ ହଲ, ସମୟ: ସକାଳ ୧୧ଟା। [396, 556, 582, 582]
headline-nomination: ନାମାଙ୍କନ ଉଠିଲେ... [844, 710, 973, 727]
event-listing-item: • ଜିଲ୍ଲା ସ୍ତରୀୟ ସମୀକ୍ଷା ବୈଠକ, ସ୍ଥାନ: କଲେକ୍ଟରେଟ, ସମୟ: ସକାଳ ୧୧ଟା। [590, 557, 776, 583]
registration-swatch [551, 2319, 566, 2334]
zodiac-7-icon: ♎ [1142, 755, 1202, 815]
horoscope-sign-header [1129, 643, 1215, 723]
horoscope-sign-header [1129, 919, 1215, 999]
event-listing-item: • ଗଞ୍ଜାମ ଜିଲ୍ଲା ଉନ୍ନୟନ ବୈଠକ, ସ୍ଥାନ: କଲେକ୍ଟରେଟ ସଭାଗୃହ, ସମୟ: ସକାଳ ୧୧ଟା। [202, 491, 388, 517]
section-divider [8, 700, 974, 702]
column-divider [838, 706, 839, 2266]
event-listing-item: • ଚିତ୍ରକଳା ପ୍ରଦର୍ଶନୀ ଉଦ୍ଘାଟିତ ହେବ, ସ୍ଥାନ: ଗୋପାଳପୁର, ସମୟ: ସନ୍ଧ୍ୟା ୫ଟା। [202, 549, 388, 575]
registration-swatch [1315, 2319, 1330, 2334]
svg-text:Karachi: Karachi [18, 1705, 40, 1712]
event-listing-item: • ଯୋଗ ସାଧନା ଶିବିର ଆରମ୍ଭ ହେବ, ସ୍ଥାନ: ନୂଆପଡ଼ା, ସମୟ: ସକାଳ ୬ଟା। [8, 608, 194, 634]
horoscope-sign-text: କର୍ମକ୍ଷେତ୍ରରେ ବିଶେଷ ପ୍ରଗତି ହୁଏ ଦିନ ଶୁଭଦାୟକ ହେବ। ସ୍ୱାସ୍ଥ୍ୟ ସମ୍ବନ୍ଧୀୟ କିଛି ଅସୁବିଧା ଦେଖାଯିବ। ପରିବାରରେ ଆନନ୍ଦମୟ ପରିବେଶ ରହିବ। ଅର୍ଥ ଲାଭର ସମ୍ଭାବନା ଅଛି। ବନ୍ଧୁଙ୍କ ସହ ସାକ୍ଷାତ ହେବ। ଯାତ୍ରା ଶୁଭ। ଶୁଭ ରଙ୍ଗ- ଲାଲ, ଶୁଭ ସଂଖ୍ୟା-୯। [1221, 183, 1465, 234]
story-continuation-1-body: ସବୁ ଏନକ୍ୱାୟାରୀ ନିର୍ଦ୍ଦେଶ ଓ ଶିକ୍ଷା ବିଭାଗ ସ୍ତରରେ ମିଳିଥିବା ଅଭିଯୋଗର ଭିତ୍ତିରେ ବିଭାଗୀୟ ସମୀକ୍ଷା ଚାଲିଛି। ଉକ୍ତ ବିଷୟରେ ସମ୍ପୃକ୍ତ ଅଧିକାରୀ କହିଛନ୍ତି ଯେ ଯଥା ଶୀଘ୍ର ରିପୋର୍ଟ ପ୍ରଦାନ କରାଯିବ। ସ୍ଥାନୀୟ ଅଧିବାସୀମାନେ ଏହି ପ୍ରସଙ୍ଗକୁ ନେଇ ଦୀର୍ଘ ଦିନ ଧରି ଦାବି କରି ଆସୁଥିଲେ। ଗତ ସପ୍ତାହରେ ବୈଠକ ବସି ଏ ସମ୍ପର୍କରେ ଆଲୋଚନା ହୋଇଥିଲା। ପ୍ରଶାସନ ପକ୍ଷରୁ କୁହାଯାଇଛି ଯେ ନିୟମାନୁଯାୟୀ ବ୍ୟବସ୍ଥା ଗ୍ରହଣ କରାଯିବ। ତଦନ୍ତ ରିପୋର୍ଟ ଆସିବା ପରେ ଦୋଷୀଙ୍କ ବିରୋଧରେ କଠୋର କାର୍ଯ୍ୟାନୁଷ୍ଠାନ ଗ୍ରହଣ କରାଯିବ। [262, 737, 448, 885]
horoscope-sign-header [1129, 459, 1215, 539]
registration-swatch [124, 2319, 139, 2334]
event-listing-item: • ହଳଦୀ ଚାଷ ସମ୍ପର୍କିତ ତାଲିମ, ସ୍ଥାନ: କୃଷି କେନ୍ଦ୍ର, ସମୟ: ଅପରାହ୍ଣ ୨ଟା। [590, 195, 776, 221]
horoscope-email[interactable]: Email-pkmahapatro@gmail.com [1229, 159, 1365, 171]
story-nomination-body-3: ମଣ୍ଡିରେ ଧାନ ବିକ୍ରି କରିବାକୁ ଆସିଥିବା ଚାଷୀମାନେ ଦୀର୍ଘ ସମୟ ଧରି ଅପେକ୍ଷା କରିବାକୁ ବାଧ୍ୟ ହେଉଛନ୍ତି। ଟୋକନ ମିଳିବାରେ ବିଳମ୍ବ, ଓଜନରେ ଅନିୟମିତତା ଏବଂ ମିଲର୍‌ମାନଙ୍କ ମନମୁଖୀ ଆଚରଣ ଯୋଗୁଁ ଚାଷୀମାନେ ହତାଶ ହୋଇପଡ଼ିଛନ୍ତି। ଅନେକ ଚାଷୀ ଦିନ ରାତି ମଣ୍ଡିରେ ରହି ଧାନ ଜଗିବାକୁ ପଡ଼ୁଛି। ପ୍ରଶାସନ ପକ୍ଷରୁ କୌଣସି ସୁବନ୍ଦୋବସ୍ତ ହୋଇନାହିଁ ବୋଲି ଅଭିଯୋଗ ହେଉଛି। ଚାଷୀମାନେ ଦାବି କରିଛନ୍ତି ଯେ ଶୀଘ୍ର ଧାନ କିଣାଯାଉ ଏବଂ ବକେୟା ରାଶି ତୁରନ୍ତ ପ୍ରଦାନ କରାଯାଉ। [844, 1007, 1034, 1142]
svg-text:20N: 20N [10, 1747, 21, 1754]
story-nomination-body: ନିର୍ବାଚନ ପ୍ରକ୍ରିୟା ଆରମ୍ଭ ହେବା ସଙ୍ଗେ ସଙ୍ଗେ ବିଭିନ୍ନ ରାଜନୈତିକ ଦଳର ପ୍ରାର୍ଥୀମାନେ ନାମାଙ୍କନ ପତ୍ର ଦାଖଲ କରିବାକୁ ଆରମ୍ଭ କରିଛନ୍ତି। ଶେଷ ଦିନ ସୁଦ୍ଧା ଅନେକ ପ୍ରାର୍ଥୀ ନିଜ ନାମାଙ୍କନ ପ୍ରତ୍ୟାହାର କରିନେଇଛନ୍ତି। ଏହା ଫଳରେ ପ୍ରତିଦ୍ୱନ୍ଦ୍ୱିତା ସ୍ପଷ୍ଟ ହୋଇଛି। ନିର୍ବାଚନ ଅଧିକାରୀ କହିଛନ୍ତି ଯେ ସମସ୍ତ ପ୍ରକ୍ରିୟା ଶାନ୍ତିପୂର୍ଣ୍ଣ ଭାବରେ ସମ୍ପନ୍ନ ହୋଇଛି। ମତଦାନ ପାଇଁ ପ୍ରସ୍ତୁତି ଆରମ୍ଭ ହୋଇଯାଇଛି। [844, 739, 1034, 859]
horoscope-sign-text: ବ୍ୟବସାୟୀଙ୍କ ପାଇଁ ଦିନ ଲାଭଦାୟକ। ସାମାଜିକ ପ୍ରତିଷ୍ଠା ବୃଦ୍ଧି ପାଇବ। ଜୀବନସାଥୀଙ୍କ ସହଯୋଗ ମିଳିବ। ଅର୍ଥ ଆଗମନର ନୂତନ ମାର୍ଗ ଖୋଲିବ। ଶରୀର ସୁସ୍ଥ ରହିବ। ଶୁଭ ରଙ୍ଗ- ଧଳା, ଶୁଭ ସଂଖ୍ୟା-୬। [1221, 735, 1465, 773]
horoscope-sign-text: ନୂତନ ଚିନ୍ତାଧାରା ମନରେ ଆସିବ। ବନ୍ଧୁ ବାନ୍ଧବଙ୍କ ସହଯୋଗ ମିଳିବ। ଆୟ ବୃଦ୍ଧି ପାଇବ। ସାମାଜିକ କାର୍ଯ୍ୟରେ ସକ୍ରିୟ ରହିବେ। ସ୍ୱାସ୍ଥ୍ୟ ପ୍ରତି ଯତ୍ନ ନିଅନ୍ତୁ। ଶୁଭ ରଙ୍ଗ- ଆକାଶୀ, ଶୁଭ ସଂଖ୍ୟା-୪। [1221, 1103, 1465, 1141]
page-number: ୪ [1408, 13, 1455, 58]
horoscope-sign-name: ମେଷ [1129, 183, 1215, 200]
event-listing-item: • ଖଣି ଶ୍ରମିକ ସଂଘ ପକ୍ଷରୁ ସାଧାରଣ ସଭା, ସ୍ଥାନ: ଟାଉନ ହଲ, ସମୟ: ସକାଳ ୧୦ଟା। [396, 152, 582, 178]
story-judiciary-body: ହାଇକୋର୍ଟର ଜଣେ ବିଚାରପତିଙ୍କ ବାସଭବନରୁ ବିପୁଳ ପରିମାଣର ନଗଦ ଟଙ୍କା ଉଦ୍ଧାର ଘଟଣା ପରେ ଦେଶର ବିଚାର ବ୍ୟବସ୍ଥାକୁ ନେଇ ନାନା ପ୍ରଶ୍ନ ଉଠିଛି। ସର୍ବୋଚ୍ଚ ନ୍ୟାୟାଳୟ ଏହି ପ୍ରସଙ୍ଗରେ ସ୍ୱତଃପ୍ରବୃତ୍ତ ଭାବେ ଅନୁଧ୍ୟାନ କରିବାକୁ ନିଷ୍ପତ୍ତି ନେଇଛନ୍ତି। ବିଭିନ୍ନ ମହଲରେ ଏହି ଘଟଣାକୁ ନିନ୍ଦା କରାଯାଇଛି। ସାଧାରଣ ଜନତା ବିଚାର ବ୍ୟବସ୍ଥା ଉପରେ ଭରସା ହରାଉଥିବା ଆଶଙ୍କା ପ୍ରକାଶ ପାଇଛି। ଆଇନ ବିଶେଷଜ୍ଞମାନେ କହିଛନ୍ତି ଯେ, ଏପରି ଘଟଣା ଭବିଷ୍ୟତରେ ପୁନରାବୃତ୍ତି ନହେବା ପାଇଁ କଠୋର ବ୍ୟବସ୍ଥା ଗ୍ରହଣ କରାଯିବା ଆବଶ୍ୟକ। ନ୍ୟାୟପାଳିକାରେ ସ୍ୱଚ୍ଛତା ବଜାୟ ରଖିବା ପାଇଁ ନିୟୁକ୍ତି ପ୍ରକ୍ରିୟାରେ ମଧ୍ୟ ସଂସ୍କାର ଆଣିବାକୁ ଦାବି ହେଉଛି। ଏହି ସମ୍ପର୍କରେ ଆଲୋଚନା ଜାରି ରହିଛି ଏବଂ ଆଗାମୀ ଦିନରେ ଗୁରୁତ୍ୱପୂର୍ଣ୍ଣ ନିଷ୍ପତ୍ତି ନିଆଯିବ ବୋଲି ଆଶା କରାଯାଉଛି। [8, 741, 252, 902]
event-listing-item: • ଜିଲ୍ଲାସ୍ତରୀୟ କ୍ରୀଡ଼ା ପ୍ରତିଯୋଗିତା, ସ୍ଥାନ: ବିରସା ମୁଣ୍ଡା ଷ୍ଟାଡିୟମ, ସମୟ: ସକାଳ ୧୦ଟା। [396, 404, 582, 430]
horoscope-sign-row [1124, 545, 1470, 637]
registration-swatch [497, 2319, 512, 2334]
zodiac-4-icon: ♋ [1142, 479, 1202, 539]
cartoon-illustration-icon [21, 1203, 99, 1249]
horoscope-sign-header [1129, 183, 1215, 263]
events-category-heading: ଫୁଲବାଣୀ [664, 150, 702, 162]
cartoon-box [8, 1196, 252, 1548]
dateline-place: ଭୁବନେଶ୍ୱର, ଶୁକ୍ରବାର, [136, 16, 281, 34]
registration-swatch [1369, 2319, 1384, 2334]
horoscope-sign-row [1124, 1097, 1470, 1189]
headline-marriage: ବିବାହ ବନ୍ଧନରେ... [844, 1810, 961, 1827]
story-paddy [650, 1188, 836, 1938]
events-category-heading: ଜଳେଶ୍ୱର [468, 435, 510, 447]
column-divider [390, 132, 391, 692]
horoscope-sign-row [1124, 637, 1470, 729]
horoscope-sign-text: କଠିନ ପରିଶ୍ରମ ପରେ ସଫଳତା ମିଳିବ। ଆର୍ଥିକ ଦିଗରୁ ଦିନ ମିଶ୍ରିତ ରହିବ। ଦୀର୍ଘ ଦିନର ଯୋଜନା କାର୍ଯ୍ୟକାରୀ ହେବ। ପରିବାରରେ ଶୁଭ କାର୍ଯ୍ୟ ହେବ। ପିତାଙ୍କ ସହଯୋଗ ମିଳିବ। ଶୁଭ ରଙ୍ଗ- ନୀଳ, ଶୁଭ ସଂଖ୍ୟା-୮। [1221, 1011, 1465, 1062]
event-listing-item: • ସଚେତନତା ରାଲି ବାହାରିବ, ସ୍ଥାନ: ବସ ଷ୍ଟାଣ୍ଡ, ସମୟ: ସକାଳ ୯ଟା। [396, 451, 582, 477]
events-category-heading: ରାଉରକେଲା [466, 301, 512, 313]
events-category-heading: କୋରାପୁଟ [664, 226, 702, 238]
panel-divider [1038, 84, 1040, 2266]
event-listing-item: • ୨୫ ତମ ବାର୍ଷିକ ଉତ୍ସବ ପାଳନ ସମାରୋହ, ସ୍ଥାନ: ବୁର୍ଲା, ସମୟ: ଅପରାହ୍ଣ ୩ଟା। [8, 520, 194, 546]
events-category-heading: ଧେନ୍କାନାଳ [661, 407, 705, 419]
event-listing-item: • ଜିଲ୍ଲା ପ୍ରଶାସନ ପକ୍ଷରୁ ରାଜସ୍ୱ ଶିବିର ଅନୁଷ୍ଠିତ ହେବ, ସ୍ଥାନ: କଲେକ୍ଟରେଟ, ସମୟ: ସକାଳ ୧୦ଟା। [8, 326, 194, 352]
event-listing-item: • ଓଡ଼ିଶା ଆଦିବାସୀ ସଂସ୍କୃତି ପରିଷଦ ପକ୍ଷରୁ ଆଲୋଚନା ସଭା, ସ୍ଥାନ: ଜୟଦେବ ଭବନ, ସମୟ: ସକାଳ ୧୧ଟା। [8, 152, 194, 192]
zodiac-5-icon: ♌ [1142, 571, 1202, 631]
event-listing-item: • ସେନ୍ଦ୍ରୀୟ କୃଷି ଶିବିର, ସ୍ଥାନ: ସେମିଳିଗୁଡ଼ା, ସମୟ: ଅପରାହ୍ଣ ୩ଟା। [590, 271, 776, 297]
event-listing-item: • ଓଡ଼ିଶା ଲେଖକ ସଂସଦ ପକ୍ଷରୁ କବି ସମ୍ମିଳନୀ, ସ୍ଥାନ: ଜିଲ୍ଲା ସଂସ୍କୃତି ଭବନ, ସମୟ: ସନ୍ଧ୍ୟା ୫ଟା। [8, 356, 194, 382]
event-listing-item: • ବୁଦ୍ଧିଜୀବୀ ମଞ୍ଚ ପକ୍ଷରୁ ଚର୍ଚ୍ଚା, ସ୍ଥାନ: ମ୍ୟୁନିସିପାଲିଟି ହଲ୍, ସମୟ: ସନ୍ଧ୍ୟା ୫ଟା। [202, 204, 388, 230]
events-column-5 [784, 132, 974, 692]
horoscope-sign-row [1124, 729, 1470, 821]
horoscope-sign-header [1129, 367, 1215, 447]
registration-swatch [1243, 2319, 1258, 2334]
story-continuation-1-body-2: ଗ୍ରାମବାସୀମାନେ ନିଜ ନିଜ ଦାବି ଉପସ୍ଥାପନ କରିଥିଲେ। ଅନେକ ସମସ୍ୟା ଏପର୍ଯ୍ୟନ୍ତ ଅସମାଧିତ ଅବସ୍ଥାରେ ରହିଛି। ରାସ୍ତା, ପାନୀୟ ଜଳ, ବିଦ୍ୟୁତ୍ ଯୋଗାଣ ଆଦି ମୌଳିକ ସୁବିଧା ପାଇଁ ଦାବି ହୋଇଆସୁଛି। ବ୍ଲକ ଅଧିକାରୀ ଘଟଣାସ୍ଥଳକୁ ଯାଇ ପରିସ୍ଥିତିର ସମୀକ୍ଷା କରିଥିଲେ। ଶୀଘ୍ର ସମାଧାନ ପାଇଁ ପ୍ରତିଶ୍ରୁତି ଦିଆଯାଇଛି। [262, 891, 448, 985]
horoscope-sign-text: ଦୈନନ୍ଦିନ କାର୍ଯ୍ୟରେ ବ୍ୟସ୍ତ ରହିବେ। ଶିକ୍ଷାର୍ଥୀଙ୍କ ପାଇଁ ଦିନ ଶୁଭ। ନୂତନ ସମ୍ପର୍କ ସ୍ଥାପିତ ହେବ। ଭ୍ରମଣ ଯୋଗ ଅଛି। ଘରୋଇ କଳହ ଏଡ଼ାନ୍ତୁ। ଶୁଭ ରଙ୍ଗ- ସବୁଜ, ଶୁଭ ସଂଖ୍ୟା-୩। [1221, 643, 1465, 681]
registration-swatch [533, 2319, 548, 2334]
event-listing-item: • ଉପକୂଳ ସୁରକ୍ଷା ବୈଠକ, ସ୍ଥାନ: ପାରାଦ୍ୱୀପ, ସମୟ: ସକାଳ ୧୧ଟା। [590, 347, 776, 373]
events-category-heading: ବାରିପଦା [278, 340, 312, 352]
horoscope-sign-row [1124, 1005, 1470, 1097]
horoscope-panel [1123, 84, 1471, 2224]
events-column-3 [396, 132, 582, 692]
registration-swatch [569, 2319, 584, 2334]
svg-text:Chennai: Chennai [128, 1840, 151, 1847]
zodiac-10-icon: ♑ [1142, 1031, 1202, 1091]
story-paddy-body-2: ଗ୍ରାମବାସୀମାନେ ନିଜ ନିଜ ଦାବି ଉପସ୍ଥାପନ କରିଥିଲେ। ଅନେକ ସମସ୍ୟା ଏପର୍ଯ୍ୟନ୍ତ ଅସମାଧିତ ଅବସ୍ଥାରେ ରହିଛି। ରାସ୍ତା, ପାନୀୟ ଜଳ, ବିଦ୍ୟୁତ୍ ଯୋଗାଣ ଆଦି ମୌଳିକ ସୁବିଧା ପାଇଁ ଦାବି ହୋଇଆସୁଛି। ବ୍ଲକ ଅଧିକାରୀ ଘଟଣାସ୍ଥଳକୁ ଯାଇ ପରିସ୍ଥିତିର ସମୀକ୍ଷା କରିଥିଲେ। ଶୀଘ୍ର ସମାଧାନ ପାଇଁ ପ୍ରତିଶ୍ରୁତି ଦିଆଯାଇଛି। [650, 1330, 836, 1423]
event-listing-item: • ଜିଲ୍ଲା ଯୋଜନା ବୈଠକ, ସ୍ଥାନ: କଲେକ୍ଟରେଟ, ସମୟ: ଅପରାହ୍ଣ ୩ଟା। [396, 182, 582, 208]
dateline [124, 13, 281, 59]
event-listing-item: • ସାହିତ୍ୟ ସମ୍ମିଳନୀ, ସ୍ଥାନ: ଗଡ଼ ଭବନ, ସମୟ: ସକାଳ ୧୦ଟା। [590, 423, 776, 449]
column-divider [778, 132, 779, 692]
horoscope-sign-text: କାର୍ଯ୍ୟକ୍ଷେତ୍ରରେ ପ୍ରଶଂସା ମିଳିବ। ଉଚ୍ଚ ଅଧିକାରୀଙ୍କ ସହଯୋଗ ପାଇବେ। ରାଜନୈତିକ କ୍ଷେତ୍ରରେ ସଫଳତା। ଅର୍ଥ ବିନିଯୋଗ ପୂର୍ବରୁ ଚିନ୍ତା କରନ୍ତୁ। ମନୋବଳ ବୃଦ୍ଧି ପାଇବ। ଶୁଭ ରଙ୍ଗ- ସୁବର୍ଣ୍ଣ, ଶୁଭ ସଂଖ୍ୟା-୧। [1221, 551, 1465, 602]
registration-swatch [1297, 2319, 1312, 2334]
horoscope-sign-row [1124, 453, 1470, 545]
event-listing-item: • ସ୍ୱଚ୍ଛତା ଅଭିଯାନ ଆରମ୍ଭ, ସ୍ଥାନ: ବଜାର ଛକ, ସମୟ: ସକାଳ ୭ଟା। [784, 490, 974, 516]
events-category-heading: ଜେଲେଶ୍ୱର [854, 415, 904, 427]
registration-swatch [906, 2319, 921, 2334]
event-listing-item: • ରକ୍ତଦାନ ଶିବିର ଅନୁଷ୍ଠିତ ହେବ, ସ୍ଥାନ: ଜିଲ୍ଲା ଡାକ୍ତରଖାନା, ସମୟ: ସକାଳ ୯ଟା। [396, 586, 582, 612]
zodiac-3-icon: ♊ [1142, 387, 1202, 447]
events-category-heading: ଭଦ୍ରକ [474, 541, 504, 553]
newspaper-logo [14, 5, 118, 67]
registration-swatch [870, 2319, 885, 2334]
horoscope-sign-header [1129, 275, 1215, 355]
horoscope-sign-text: ପାରିବାରିକ ଦାୟିତ୍ୱ ବଢ଼ିବ। ଆର୍ଥିକ ସ୍ଥିତି ସୁଦୃଢ଼ ହେବ। ସମ୍ପତ୍ତି ସମ୍ବନ୍ଧୀୟ ବିବାଦର ସମାଧାନ ହେବ। ବନ୍ଧୁଙ୍କଠାରୁ ସହଯୋଗ ମିଳିବ। ସ୍ୱାସ୍ଥ୍ୟ ଭଲ ରହିବ। ଶୁଭ ରଙ୍ଗ- ରୂପା, ଶୁଭ ସଂଖ୍ୟା-୨। [1221, 459, 1465, 497]
story-nomination-body-2: ସବୁ ଏନକ୍ୱାୟାରୀ ନିର୍ଦ୍ଦେଶ ଓ ଶିକ୍ଷା ବିଭାଗ ସ୍ତରରେ ମିଳିଥିବା ଅଭିଯୋଗର ଭିତ୍ତିରେ ବିଭାଗୀୟ ସମୀକ୍ଷା ଚାଲିଛି। ଉକ୍ତ ବିଷୟରେ ସମ୍ପୃକ୍ତ ଅଧିକାରୀ କହିଛନ୍ତି ଯେ ଯଥା ଶୀଘ୍ର ରିପୋର୍ଟ ପ୍ରଦାନ କରାଯିବ। ସ୍ଥାନୀୟ ଅଧିବାସୀମାନେ ଏହି ପ୍ରସଙ୍ଗକୁ ନେଇ ଦୀର୍ଘ ଦିନ ଧରି ଦାବି କରି ଆସୁଥିଲେ। ଗତ ସପ୍ତାହରେ ବୈଠକ ବସି ଏ ସମ୍ପର୍କରେ ଆଲୋଚନା ହୋଇଥିଲା। ପ୍ରଶାସନ ପକ୍ଷରୁ କୁହାଯାଇଛି ଯେ ନିୟମାନୁଯାୟୀ ବ୍ୟବସ୍ଥା ଗ୍ରହଣ କରାଯିବ। ତଦନ୍ତ ରିପୋର୍ଟ ଆସିବା ପରେ ଦୋଷୀଙ୍କ ବିରୋଧରେ କଠୋର କାର୍ଯ୍ୟାନୁଷ୍ଠାନ ଗ୍ରହଣ କରାଯିବ। [844, 866, 1034, 1001]
event-listing-item: • ଶିକ୍ଷକ ସଂଘ ସଭା, ସ୍ଥାନ: ଜିଲ୍ଲା କାର୍ଯ୍ୟାଳୟ, ସମୟ: ଅପରାହ୍ଣ ୨ଟା। [590, 452, 776, 478]
events-category-heading: ବାଲେଶ୍ୱର [272, 235, 318, 247]
registration-swatch [106, 2319, 121, 2334]
story-continuation-1 [262, 736, 448, 1936]
story-paddy-body: ମଣ୍ଡିରେ ଧାନ ବିକ୍ରି କରିବାକୁ ଆସିଥିବା ଚାଷୀମାନେ ଦୀର୍ଘ ସମୟ ଧରି ଅପେକ୍ଷା କରିବାକୁ ବାଧ୍ୟ ହେଉଛନ୍ତି। ଟୋକନ ମିଳିବାରେ ବିଳମ୍ବ, ଓଜନରେ ଅନିୟମିତତା ଏବଂ ମିଲର୍‌ମାନଙ୍କ ମନମୁଖୀ ଆଚରଣ ଯୋଗୁଁ ଚାଷୀମାନେ ହତାଶ ହୋଇପଡ଼ିଛନ୍ତି। ଅନେକ ଚାଷୀ ଦିନ ରାତି ମଣ୍ଡିରେ ରହି ଧାନ ଜଗିବାକୁ ପଡ଼ୁଛି। ପ୍ରଶାସନ ପକ୍ଷରୁ କୌଣସି ସୁବନ୍ଦୋବସ୍ତ ହୋଇନାହିଁ ବୋଲି ଅଭିଯୋଗ ହେଉଛି। ଚାଷୀମାନେ ଦାବି କରିଛନ୍ତି ଯେ ଶୀଘ୍ର ଧାନ କିଣାଯାଉ ଏବଂ ବକେୟା ରାଶି ତୁରନ୍ତ ପ୍ରଦାନ କରାଯାଉ। [650, 1189, 836, 1323]
registration-swatch [160, 2319, 175, 2334]
first-page-continuation-label: ପ୍ରଥମ ପୃଷ୍ଠାରୁ... [262, 710, 357, 725]
event-listing-item: • ପ୍ରଜ୍ଞା ଗବେଷଣା କେନ୍ଦ୍ର ପକ୍ଷରୁ ଆଲୋଚନା ଚକ୍ର, ସ୍ଥାନ: ଟାଉନ ହଲ, ସମୟ: ଅପରାହ୍ଣ ୪ଟା। [8, 432, 194, 458]
event-listing-item: • ଭବନ, ସମୟ: ସନ୍ଧ୍ୟା ୬ଟା ୩୦। [590, 132, 776, 145]
event-listing-item: • ଗଜପତିଜିଲ୍ଲାରେ ପ୍ରଶାସନ ବୈଠକ, ସ୍ଥାନ: ପରଲାଖେମୁଣ୍ଡି, ସମୟ: ସକାଳ ୧୦ଟା। [784, 132, 974, 158]
event-listing-item: • ଯୁବ ମହୋତ୍ସବ ଉଦ୍ଘାଟନ, ସ୍ଥାନ: କ୍ରୀଡ଼ାଙ୍ଗନ, ସମୟ: ସନ୍ଧ୍ୟା ୫ଟା। [590, 481, 776, 507]
events-banner-title: ଆଜି କ'ଣ କେଉଁଠି [399, 87, 597, 119]
registration-swatch [1279, 2319, 1294, 2334]
masthead-right [1298, 13, 1477, 58]
horoscope-sign-name: ମିଥୁନ [1129, 367, 1215, 384]
event-listing-item: • ଭୁବନେଶ୍ୱର ମ୍ୟୁନିସିପାଲ କର୍ପୋରେସନ ପକ୍ଷରୁ ସ୍ୱଚ୍ଛତା ଅଭିଯାନ, ସ୍ଥାନ: ସାହିଦ ନଗର, ସମୟ: ସକାଳ ୮ଟା। [8, 237, 194, 277]
horoscope-title: ଆଜିର ରାଶିଫଳ [1124, 85, 1470, 125]
svg-text:Mumbai: Mumbai [68, 1767, 90, 1774]
event-listing-item: • ଗ୍ରାମ ସଭା ଅନୁଷ୍ଠିତ ହେବ, ସ୍ଥାନ: କୋମନା, ସମୟ: ସକାଳ ୧୦ଟା। [784, 384, 974, 410]
event-listing-item: • ବନ ବିଭାଗ ପକ୍ଷରୁ ସଚେତନତା କାର୍ଯ୍ୟକ୍ରମ, ସ୍ଥାନ: ଜୋଡ଼ା, ସମୟ: ସକାଳ ୧୧ଟା। [396, 270, 582, 296]
events-category-heading: ଜଗତସିଂହପୁର [657, 331, 709, 343]
event-listing-item: • ଭଜନ ସନ୍ଧ୍ୟା ଆୟୋଜିତ ହେବ, ସ୍ଥାନ: ମନ୍ଦିର ପ୍ରାଙ୍ଗଣ, ସମୟ: ସନ୍ଧ୍ୟା ୬ଟା। [396, 510, 582, 536]
event-listing-item: • ଯୁବ ସଂଗଠନ ପକ୍ଷରୁ ରକ୍ତଦାନ, ସ୍ଥାନ: ଜିଲ୍ଲା ଡାକ୍ତରଖାନା, ସମୟ: ସକାଳ ୯ଟା। [784, 161, 974, 187]
cartoon-title: ଢଗଢମାଳି [77, 1238, 183, 1268]
event-listing-item: • ବେରହମପୁର ବିଶ୍ୱବିଦ୍ୟାଳୟ ପକ୍ଷରୁ ସେମିନାର, ସ୍ଥାନ: ଭଞ୍ଜବିହାର, ସମୟ: ଅପରାହ୍ଣ ୨ଟା। [202, 520, 388, 546]
event-listing-item: • ଜିଲ୍ଲା ପ୍ରଶାସନ ପକ୍ଷରୁ ରକ୍ତଦାନ ଶିବିର, ସ୍ଥାନ: ସଦର ଡାକ୍ତରଖାନା, ସମୟ: ସକାଳ ୯ଟା। [202, 251, 388, 277]
registration-swatch [852, 2319, 867, 2334]
events-category-heading: ସମ୍ବଲପୁର [78, 416, 124, 428]
registration-swatch [888, 2319, 903, 2334]
events-category-heading: କେନ୍ଦୁଝର [471, 137, 507, 148]
horoscope-sign-header [1129, 827, 1215, 907]
events-banner [8, 84, 988, 124]
story-marriage-body-2: ଗ୍ରାମବାସୀମାନେ ନିଜ ନିଜ ଦାବି ଉପସ୍ଥାପନ କରିଥିଲେ। ଅନେକ ସମସ୍ୟା ଏପର୍ଯ୍ୟନ୍ତ ଅସମାଧିତ ଅବସ୍ଥାରେ ରହିଛି। ରାସ୍ତା, ପାନୀୟ ଜଳ, ବିଦ୍ୟୁତ୍ ଯୋଗାଣ ଆଦି ମୌଳିକ ସୁବିଧା ପାଇଁ ଦାବି ହୋଇଆସୁଛି। ବ୍ଲକ ଅଧିକାରୀ ଘଟଣାସ୍ଥଳକୁ ଯାଇ ପରିସ୍ଥିତିର ସମୀକ୍ଷା କରିଥିଲେ। ଶୀଘ୍ର ସମାଧାନ ପାଇଁ ପ୍ରତିଶ୍ରୁତି ଦିଆଯାଇଛି। [844, 1884, 1034, 1978]
registration-swatch [960, 2319, 975, 2334]
section-title: ରାଜ୍ୟ [1297, 13, 1391, 57]
svg-text:Srinagar: Srinagar [70, 1622, 93, 1629]
event-listing-item: • ସାଂସ୍କୃତିକ କାର୍ଯ୍ୟକ୍ରମ ଅନୁଷ୍ଠିତ ହେବ, ସ୍ଥାନ: ଆନନ୍ଦପୁର, ସମୟ: ସନ୍ଧ୍ୟା ୬ଟା। [396, 211, 582, 237]
registration-swatch [461, 2319, 476, 2334]
column-divider [644, 706, 645, 2266]
svg-text:Jaipur: Jaipur [78, 1687, 95, 1694]
registration-swatch [88, 2319, 103, 2334]
